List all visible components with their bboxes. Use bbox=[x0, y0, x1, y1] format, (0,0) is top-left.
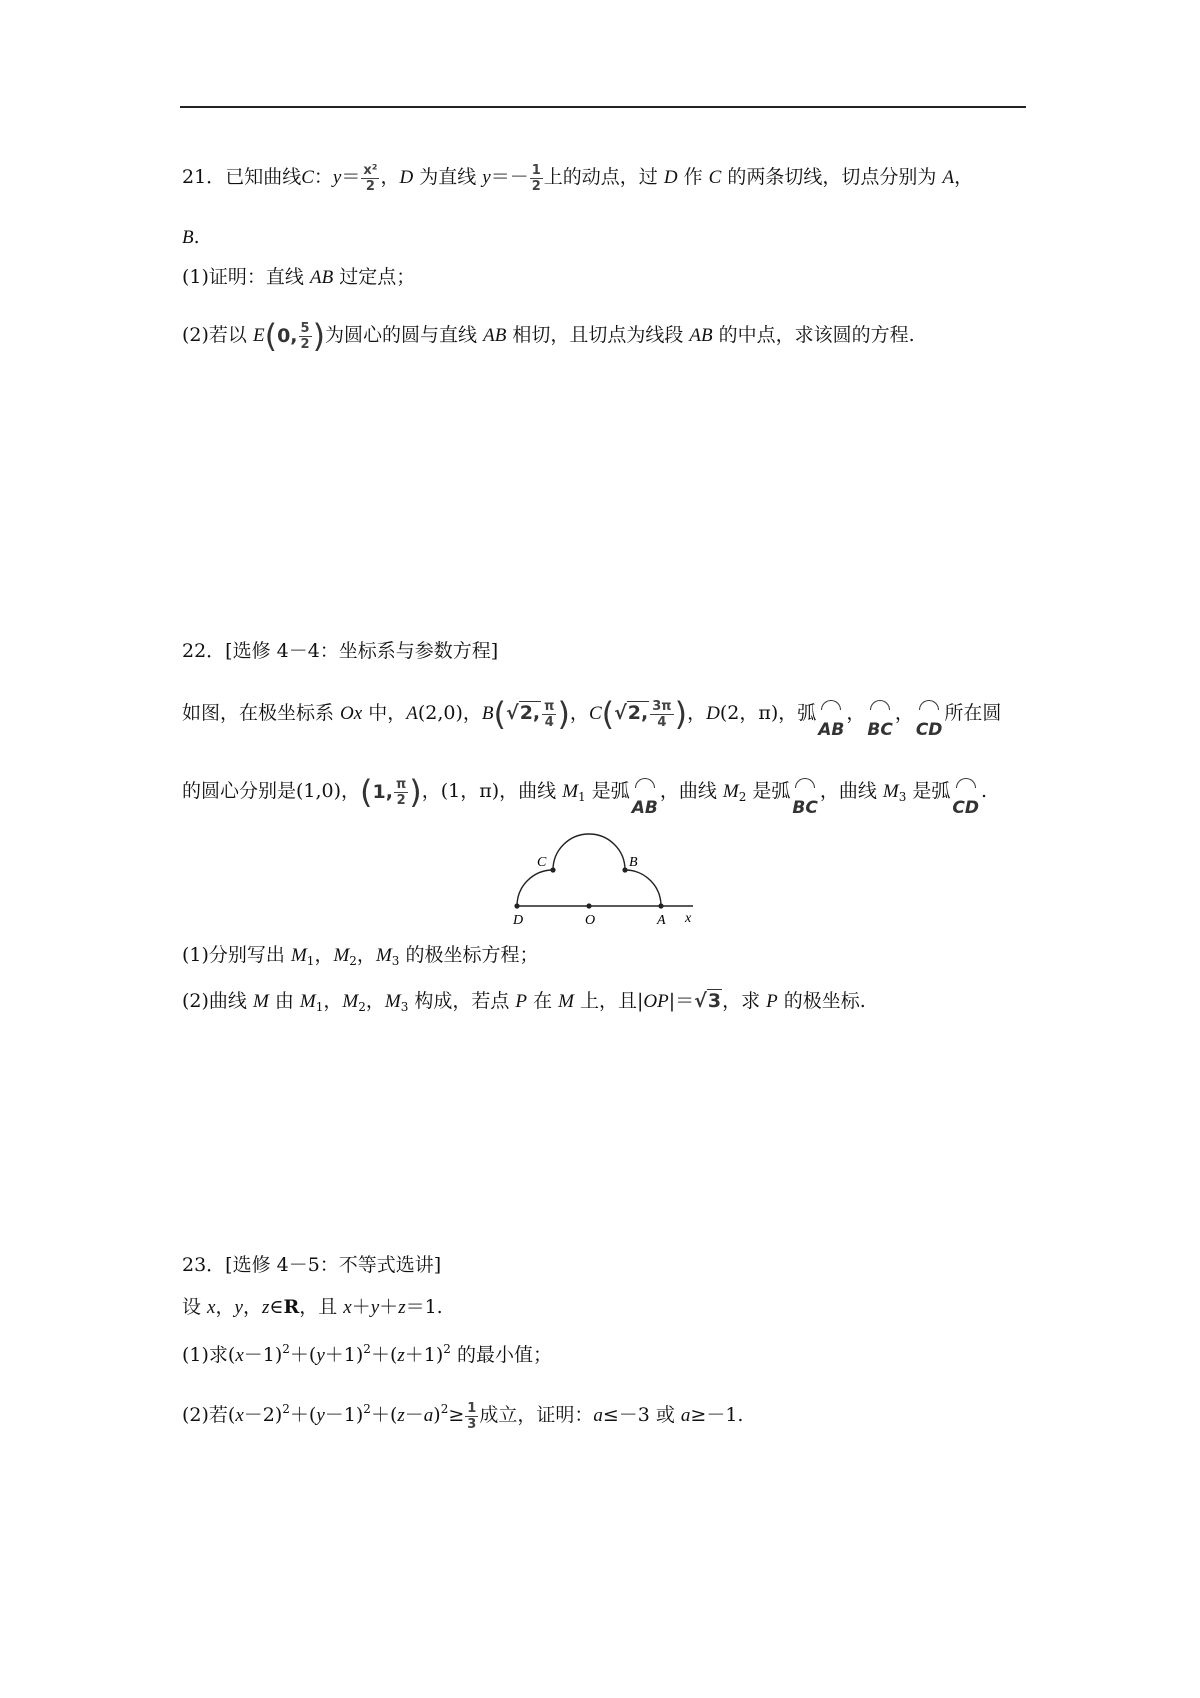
text: (2)曲线 bbox=[182, 990, 253, 1012]
text: ≥ bbox=[448, 1404, 465, 1426]
text: ＝1. bbox=[405, 1296, 443, 1318]
text: ＋ bbox=[351, 1296, 371, 1318]
right-paren: ) bbox=[557, 695, 570, 733]
var-M: M bbox=[882, 781, 899, 802]
point-C bbox=[550, 867, 555, 872]
text: 构成，若点 bbox=[408, 990, 516, 1012]
point-A bbox=[658, 903, 663, 908]
text: 成立，证明： bbox=[479, 1404, 594, 1426]
text: 所在圆 bbox=[944, 702, 1002, 724]
text: ， bbox=[687, 702, 707, 724]
text: ，曲线 bbox=[819, 780, 883, 802]
text: ， bbox=[365, 990, 385, 1012]
text: 过定点； bbox=[333, 266, 416, 288]
var-P: P bbox=[515, 991, 528, 1012]
arc-cap bbox=[635, 778, 655, 788]
left-paren: ( bbox=[601, 695, 615, 733]
section-heading: 23．[选修 4－5：不等式选讲] bbox=[182, 1254, 442, 1276]
q22-part-2 bbox=[182, 986, 866, 1022]
sqrt-3: √3 bbox=[694, 990, 722, 1012]
var-D: D bbox=[663, 167, 678, 188]
superscript: 2 bbox=[363, 1342, 371, 1356]
arc-CD bbox=[915, 700, 943, 740]
text: ， bbox=[894, 702, 914, 724]
var-a: a bbox=[680, 1405, 691, 1426]
q21-line-1 bbox=[182, 162, 973, 193]
q21-part-1 bbox=[182, 262, 415, 293]
text: . bbox=[981, 780, 988, 802]
var-B: B bbox=[481, 703, 494, 724]
text: 的中点，求该圆的方程. bbox=[712, 324, 915, 346]
text: 的极坐标. bbox=[777, 990, 866, 1012]
var-M: M bbox=[375, 945, 392, 966]
sqrt-2: √2, bbox=[506, 702, 541, 724]
frac-num: 1 bbox=[467, 1400, 477, 1416]
var-A: A bbox=[942, 167, 955, 188]
arc-cap bbox=[919, 700, 939, 710]
frac-den: 2 bbox=[365, 178, 375, 194]
left-paren: ( bbox=[493, 695, 506, 733]
var-M: M bbox=[562, 781, 579, 802]
text: ＋ bbox=[379, 1296, 399, 1318]
frac-num: 1 bbox=[531, 162, 541, 178]
subscript: 1 bbox=[315, 1000, 324, 1014]
arc-AB bbox=[631, 778, 658, 818]
q22-heading bbox=[182, 636, 498, 666]
arc-BC-curve bbox=[553, 834, 625, 870]
var-AB: AB bbox=[309, 267, 334, 288]
text: ，且 bbox=[299, 1296, 344, 1318]
text: ， bbox=[242, 1296, 262, 1318]
var-y: y bbox=[316, 1345, 325, 1366]
arc-label: AB bbox=[818, 719, 845, 740]
frac-num: 3π bbox=[652, 698, 672, 714]
var-D: D bbox=[706, 703, 720, 724]
var-y: y bbox=[332, 167, 342, 188]
text: ： bbox=[313, 166, 333, 188]
arc-cap bbox=[821, 700, 841, 710]
text: 的圆心分别是(1,0)， bbox=[182, 780, 361, 802]
text: 是弧 bbox=[906, 780, 951, 802]
arc-label: BC bbox=[792, 797, 818, 818]
frac-den: 2 bbox=[396, 792, 406, 808]
var-Ox: Ox bbox=[340, 703, 363, 724]
subscript: 1 bbox=[306, 954, 315, 968]
var-z: z bbox=[397, 1405, 405, 1426]
q22-line-2 bbox=[182, 773, 988, 818]
text: 的两条切线，切点分别为 bbox=[721, 166, 943, 188]
superscript: 2 bbox=[282, 1342, 290, 1356]
var-M: M bbox=[252, 991, 269, 1012]
text: ＋( bbox=[370, 1404, 398, 1426]
var-M: M bbox=[558, 991, 574, 1012]
subscript: 2 bbox=[349, 954, 357, 968]
point-coord: 0, bbox=[277, 325, 298, 347]
var-x: x bbox=[207, 1297, 216, 1318]
text: ＋1) bbox=[324, 1344, 364, 1366]
point-D bbox=[514, 903, 519, 908]
text: －2) bbox=[243, 1404, 283, 1426]
left-paren: ( bbox=[360, 773, 373, 811]
header-rule bbox=[180, 106, 1026, 108]
arc-cap bbox=[795, 778, 815, 788]
frac-den: 4 bbox=[544, 714, 554, 730]
var-y: y bbox=[482, 167, 491, 188]
text: 为直线 bbox=[413, 166, 483, 188]
polar-figure bbox=[505, 828, 705, 928]
superscript: 2 bbox=[440, 1402, 449, 1416]
text: ≥－1. bbox=[690, 1404, 744, 1426]
text: (2)若以 bbox=[182, 324, 253, 346]
text: (1)分别写出 bbox=[182, 944, 291, 966]
text: ≤－3 或 bbox=[602, 1404, 681, 1426]
var-AB: AB bbox=[689, 325, 713, 346]
superscript: 2 bbox=[282, 1402, 290, 1416]
var-x: x bbox=[343, 1297, 352, 1318]
text: 的最小值； bbox=[450, 1344, 552, 1366]
var-x: x bbox=[235, 1405, 244, 1426]
var-E: E bbox=[252, 325, 265, 346]
q22-line-1 bbox=[182, 695, 1002, 740]
text: (2，π)，弧 bbox=[719, 702, 817, 724]
text: ＋( bbox=[370, 1344, 398, 1366]
left-paren: ( bbox=[264, 317, 278, 355]
var-M: M bbox=[342, 991, 359, 1012]
q21-line-2 bbox=[182, 222, 200, 253]
text: ， bbox=[356, 944, 376, 966]
var-M: M bbox=[333, 945, 350, 966]
text: ， bbox=[323, 990, 343, 1012]
var-x: x bbox=[235, 1345, 244, 1366]
q22-part-1 bbox=[182, 940, 538, 976]
var-z: z bbox=[261, 1297, 270, 1318]
var-B: B bbox=[182, 227, 194, 248]
frac-num: π bbox=[544, 698, 555, 714]
frac-num: π bbox=[395, 776, 407, 792]
fraction-1-over-3 bbox=[465, 1402, 478, 1431]
text: ＋1) bbox=[404, 1344, 444, 1366]
fraction-pi-over-4 bbox=[542, 700, 556, 729]
radicand: 2, bbox=[519, 702, 541, 724]
arc-CD bbox=[952, 778, 980, 818]
q21-number: 21． bbox=[182, 166, 226, 188]
var-y: y bbox=[316, 1405, 325, 1426]
text: (2)若( bbox=[182, 1404, 236, 1426]
text: ， bbox=[215, 1296, 235, 1318]
radicand: 2, bbox=[627, 702, 649, 724]
subscript: 2 bbox=[358, 1000, 366, 1014]
fraction-1-over-2 bbox=[530, 164, 543, 193]
var-P: P bbox=[766, 991, 778, 1012]
arc-cap bbox=[870, 700, 890, 710]
point-coord: 1, bbox=[372, 781, 393, 803]
text: ， bbox=[569, 702, 589, 724]
text: ＋( bbox=[289, 1404, 317, 1426]
frac-den: 2 bbox=[531, 178, 541, 194]
subscript: 3 bbox=[898, 790, 907, 804]
text: ，求 bbox=[722, 990, 767, 1012]
fraction-pi-over-2 bbox=[394, 778, 408, 807]
var-a: a bbox=[593, 1405, 603, 1426]
text: ， bbox=[954, 166, 974, 188]
var-D: D bbox=[399, 167, 414, 188]
label-D: D bbox=[513, 913, 524, 928]
subscript: 2 bbox=[738, 790, 747, 804]
var-AB: AB bbox=[483, 325, 507, 346]
var-z: z bbox=[397, 1345, 405, 1366]
var-M: M bbox=[384, 991, 401, 1012]
text: 是弧 bbox=[746, 780, 791, 802]
label-C: C bbox=[537, 855, 547, 870]
text: 已知曲线 bbox=[225, 166, 302, 188]
frac-den: 2 bbox=[300, 336, 310, 352]
arc-CD-curve bbox=[517, 870, 553, 906]
text: (1)求( bbox=[182, 1344, 236, 1366]
text: 如图，在极坐标系 bbox=[182, 702, 341, 724]
set-R: R bbox=[283, 1296, 300, 1318]
text: －1) bbox=[324, 1404, 364, 1426]
q23-part-2 bbox=[182, 1394, 743, 1431]
right-paren: ) bbox=[312, 317, 326, 355]
text: ， bbox=[314, 944, 334, 966]
label-B: B bbox=[629, 855, 638, 870]
superscript: 2 bbox=[443, 1342, 451, 1356]
text: 上的动点，过 bbox=[543, 166, 664, 188]
text: (2,0)， bbox=[417, 702, 482, 724]
var-M: M bbox=[290, 945, 307, 966]
q23-heading bbox=[182, 1250, 441, 1280]
fraction-x2-over-2 bbox=[361, 164, 379, 193]
frac-num: x² bbox=[363, 162, 378, 178]
label-A: A bbox=[657, 913, 666, 928]
text: 上，且| bbox=[573, 990, 644, 1012]
var-C: C bbox=[301, 167, 314, 188]
text: ) bbox=[433, 1404, 441, 1426]
text: 的极坐标方程； bbox=[399, 944, 539, 966]
q23-part-1 bbox=[182, 1334, 552, 1371]
var-a: a bbox=[423, 1405, 434, 1426]
point-O bbox=[586, 903, 591, 908]
arc-BC bbox=[792, 778, 818, 818]
arc-BC bbox=[867, 700, 893, 740]
text: 设 bbox=[182, 1296, 208, 1318]
arc-label: CD bbox=[952, 797, 980, 818]
text: ＋( bbox=[289, 1344, 317, 1366]
text: 在 bbox=[527, 990, 559, 1012]
fraction-5-over-2 bbox=[299, 322, 312, 351]
text: 为圆心的圆与直线 bbox=[325, 324, 484, 346]
point-B bbox=[622, 867, 627, 872]
text: ， bbox=[380, 166, 400, 188]
sqrt-2: √2, bbox=[614, 702, 649, 724]
arc-label: CD bbox=[915, 719, 943, 740]
section-heading: 22．[选修 4－4：坐标系与参数方程] bbox=[182, 640, 499, 662]
text: － bbox=[404, 1404, 424, 1426]
radicand: 3 bbox=[707, 990, 722, 1012]
var-y: y bbox=[370, 1297, 380, 1318]
label-O: O bbox=[585, 913, 596, 928]
text: |＝ bbox=[668, 990, 695, 1012]
var-M: M bbox=[299, 991, 316, 1012]
superscript: 2 bbox=[363, 1402, 371, 1416]
var-A: A bbox=[406, 703, 418, 724]
var-z: z bbox=[398, 1297, 406, 1318]
fraction-3pi-over-4 bbox=[650, 700, 673, 729]
var-OP: OP bbox=[643, 991, 669, 1012]
arc-label: BC bbox=[867, 719, 893, 740]
subscript: 1 bbox=[578, 790, 586, 804]
frac-den: 3 bbox=[467, 1416, 477, 1432]
q21-part-2 bbox=[182, 317, 915, 355]
text: (1)证明：直线 bbox=[182, 266, 310, 288]
arc-AB-curve bbox=[625, 870, 661, 906]
var-C: C bbox=[588, 703, 602, 724]
subscript: 3 bbox=[400, 1000, 409, 1014]
text: ， bbox=[846, 702, 866, 724]
text: 中， bbox=[362, 702, 407, 724]
arc-AB bbox=[818, 700, 845, 740]
text: ＝－ bbox=[490, 166, 529, 188]
var-y: y bbox=[234, 1297, 243, 1318]
text: ，曲线 bbox=[659, 780, 723, 802]
arc-label: AB bbox=[631, 797, 658, 818]
frac-den: 4 bbox=[657, 714, 667, 730]
var-M: M bbox=[722, 781, 739, 802]
text: 相切，且切点为线段 bbox=[506, 324, 690, 346]
text: 由 bbox=[268, 990, 300, 1012]
var-C: C bbox=[708, 167, 722, 188]
text: －1) bbox=[243, 1344, 283, 1366]
text: 是弧 bbox=[585, 780, 630, 802]
subscript: 3 bbox=[391, 954, 400, 968]
text: 作 bbox=[677, 166, 709, 188]
text: ＝ bbox=[341, 166, 361, 188]
text: . bbox=[193, 226, 200, 248]
q23-line-1 bbox=[182, 1292, 443, 1323]
right-paren: ) bbox=[674, 695, 688, 733]
right-paren: ) bbox=[409, 773, 422, 811]
text: ，(1，π)，曲线 bbox=[421, 780, 563, 802]
text: ∈ bbox=[269, 1296, 284, 1318]
arc-cap bbox=[956, 778, 976, 788]
frac-num: 5 bbox=[300, 320, 310, 336]
label-x: x bbox=[685, 911, 692, 926]
